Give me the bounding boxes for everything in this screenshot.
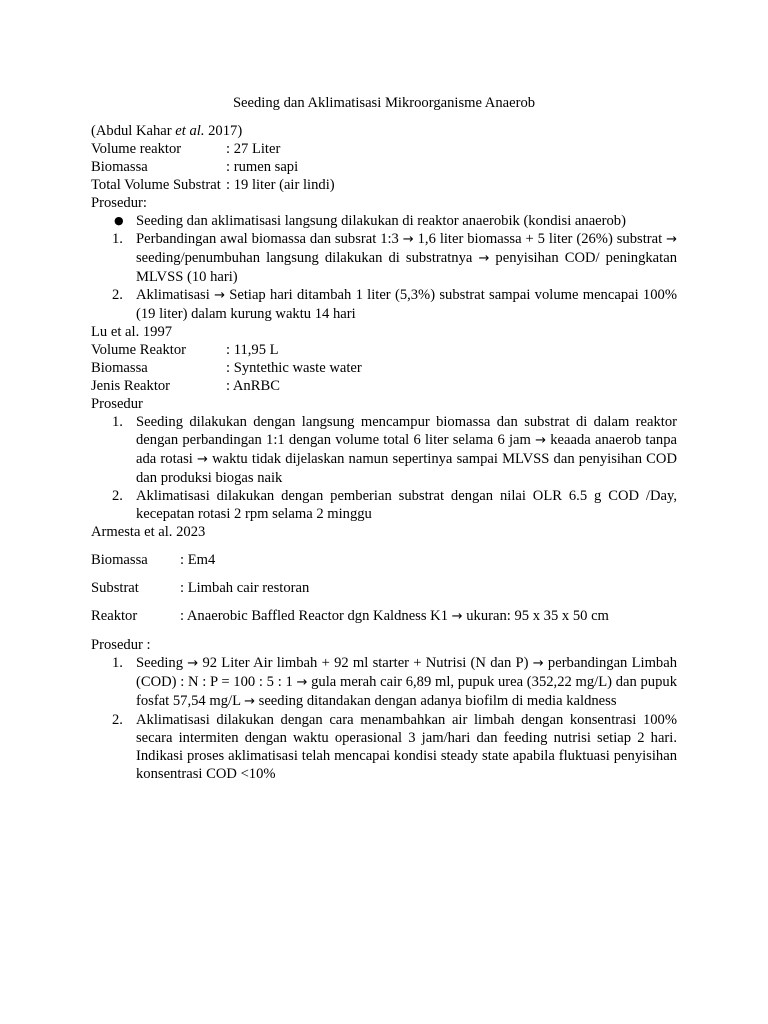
arrow-right-icon: → xyxy=(214,288,225,303)
procedure-list xyxy=(91,413,677,523)
arrow-right-icon: → xyxy=(296,675,308,690)
spec-row: Substrat : Limbah cair restoran xyxy=(91,580,310,596)
arrow-right-icon: → xyxy=(478,251,490,266)
list-item: 2. Aklimatisasi dilakukan dengan cara menambahkan air limbah dengan konsentrasi 100% secara intermiten dengan waktu operasional 3 jam/hari dan feeding nutrisi setiap 2 hari. Indikasi proses aklimatisasi telah mencapai kondisi steady state apabila fluktuasi penyisihan konsentrasi COD <10% xyxy=(112,712,677,782)
bullet-icon: ● xyxy=(114,214,124,227)
document-page xyxy=(91,94,677,783)
list-item: 1. Seeding dilakukan dengan langsung mencampur biomassa dan substrat di dalam reaktor dengan perbandingan 1:1 dengan volume total 6 liter selama 6 jam → keaada anaerob tanpa ada rotasi → waktu tidak dijelaskan namun sepertinya sampai MLVSS dan penyisihan COD dan produksi biogas naik xyxy=(112,414,677,486)
procedure-list xyxy=(91,230,677,323)
citation-armesta: Armesta et al. 2023 xyxy=(91,524,206,540)
spec-row: Biomassa : Syntethic waste water xyxy=(91,360,362,376)
spec-row: Reaktor : Anaerobic Baffled Reactor dgn Kaldness K1 → ukuran: 95 x 35 x 50 cm xyxy=(91,608,609,624)
list-item: 2. Aklimatisasi dilakukan dengan pemberian substrat dengan nilai OLR 6.5 g COD /Day, kecepatan rotasi 2 rpm selama 2 minggu xyxy=(112,488,677,522)
procedure-label: Prosedur xyxy=(91,396,143,412)
arrow-right-icon: → xyxy=(402,232,414,247)
list-item: 2. Aklimatisasi → Setiap hari ditambah 1 liter (5,3%) substrat sampai volume mencapai 100% (19 liter) dalam kurung waktu 14 hari xyxy=(112,287,677,322)
spec-row: Biomassa : Em4 xyxy=(91,552,216,568)
procedure-label: Prosedur: xyxy=(91,195,147,211)
spec-row: Volume Reaktor : 11,95 L xyxy=(91,342,279,358)
arrow-right-icon: → xyxy=(197,452,208,467)
section-armesta xyxy=(91,523,677,783)
arrow-right-icon: → xyxy=(244,694,255,709)
arrow-right-icon: → xyxy=(532,656,544,671)
arrow-right-icon: → xyxy=(451,609,463,624)
arrow-right-icon: → xyxy=(666,232,677,247)
procedure-list xyxy=(91,654,677,783)
list-item: ● Seeding dan aklimatisasi langsung dilakukan di reaktor anaerobik (kondisi anaerob) xyxy=(114,213,626,229)
arrow-right-icon: → xyxy=(187,656,199,671)
procedure-label: Prosedur : xyxy=(91,637,151,653)
spec-row: Jenis Reaktor : AnRBC xyxy=(91,378,280,394)
list-item: 1. Perbandingan awal biomassa dan subsrat 1:3 → 1,6 liter biomassa + 5 liter (26%) substrat → seeding/penumbuhan langsung dilakukan di substratnya → penyisihan COD/ peningkatan MLVSS (10 hari) xyxy=(112,231,677,285)
document-title: Seeding dan Aklimatisasi Mikroorganisme Anaerob xyxy=(232,95,536,111)
citation-abdul-kahar: (Abdul Kahar et al. 2017) xyxy=(91,123,243,139)
spec-row: Biomassa : rumen sapi xyxy=(91,159,299,175)
list-item: 1. Seeding → 92 Liter Air limbah + 92 ml starter + Nutrisi (N dan P) → perbandingan Limbah (COD) : N : P = 100 : 5 : 1 → gula merah cair 6,89 ml, pupuk urea (352,22 mg/L) dan pupuk fosfat 57,54 mg/L → seeding ditandakan dengan adanya biofilm di media kaldness xyxy=(112,655,677,709)
bullet-list xyxy=(91,212,677,230)
spec-row: Total Volume Substrat : 19 liter (air lindi) xyxy=(91,177,335,193)
section-abdul-kahar xyxy=(91,122,677,323)
arrow-right-icon: → xyxy=(535,433,547,448)
spec-row: Volume reaktor : 27 Liter xyxy=(91,141,281,157)
section-lu xyxy=(91,323,677,523)
citation-lu: Lu et al. 1997 xyxy=(91,324,173,340)
